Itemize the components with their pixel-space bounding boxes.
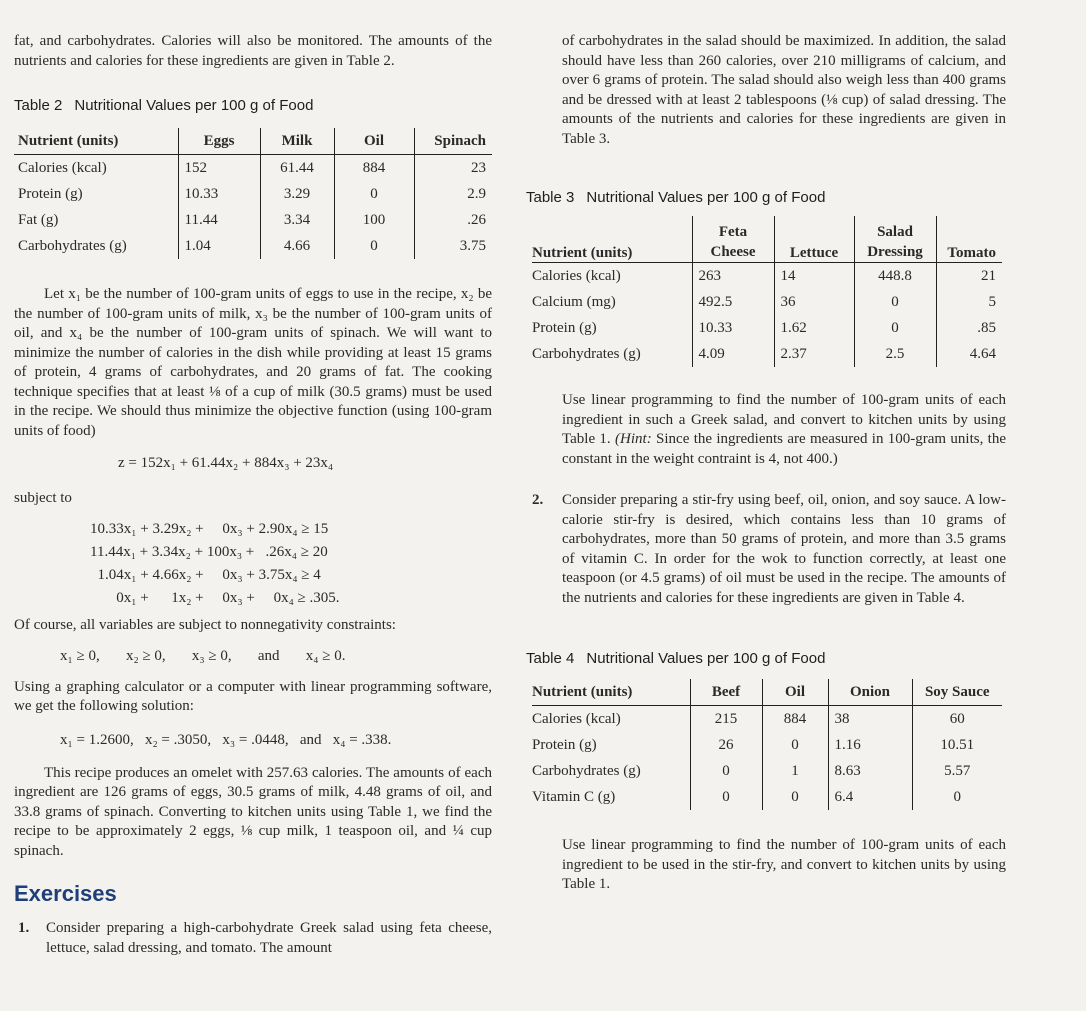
exercise-2-number: 2.: [532, 492, 544, 508]
table4-row: [532, 758, 1002, 784]
table4-cell: 215: [690, 706, 762, 733]
table2-cell: .26: [467, 211, 486, 228]
table4-header-soy: Soy Sauce: [912, 679, 1002, 706]
table4-cell: Carbohydrates (g): [532, 758, 690, 784]
exercise-1-text: Consider preparing a high-carbohydrate Greek salad using feta cheese, lettuce, salad dressing, and tomato. The amount: [46, 920, 492, 956]
hint-label: (Hint:: [615, 431, 652, 447]
table4-cell: 1: [762, 758, 828, 784]
exercise-2: [532, 491, 1006, 608]
left-intro-paragraph: fat, and carbohydrates. Calories will also be monitored. The amounts of the nutrients and calories for these ingredients are given in Table 2.: [14, 33, 492, 69]
table2-cell: 3.75: [459, 237, 486, 254]
left-paragraph-recipe: This recipe produces an omelet with 257.63 calories. The amounts of each ingredient are 126 grams of eggs, 30.5 grams of milk, 4.48 grams of oil, and 33.8 grams of spinach. Converting to kitchen units using Table 1, we find the recipe to be approximately 2 eggs, ⅛ cup milk, 1 teaspoon oil, and ¼ cup spinach.: [14, 764, 492, 859]
table2-caption: [14, 97, 492, 114]
table3-cell: 5: [988, 293, 996, 310]
table3-cell: Calcium (mg): [532, 289, 692, 315]
table2-cell: 2.9: [467, 185, 486, 202]
table4-header-beef: Beef: [690, 679, 762, 706]
table4-body: [532, 706, 1002, 811]
table2-cell: 0: [334, 233, 414, 259]
table4-cell: 0: [690, 784, 762, 810]
table3-cell: 36: [774, 289, 854, 315]
table3-cell: 21: [981, 267, 996, 284]
table3-cell: Calories (kcal): [532, 263, 692, 290]
table2-body: [14, 155, 492, 260]
nonnegativity-constraints: x₁ ≥ 0, x₂ ≥ 0, x₃ ≥ 0, and x₄ ≥ 0.: [60, 647, 346, 664]
table3-cell: 10.33: [692, 315, 774, 341]
table3-header-row: [532, 216, 1002, 263]
table4-cell: 10.51: [940, 736, 975, 753]
table2-header-row: [14, 128, 492, 155]
table3-cell: 448.8: [854, 263, 936, 290]
table2-cell: 3.34: [260, 207, 334, 233]
table3-cell: .85: [977, 319, 996, 336]
subject-to-label: subject to: [14, 490, 72, 506]
table2-cell: 1.04: [178, 233, 260, 259]
left-paragraph-variables: Let x₁ be the number of 100-gram units of eggs to use in the recipe, x₂ be the number of 100-gram units of milk, x₃ be the number of 100-gram units of oil, and x₄ be the number of 100-gram units of spinach. We will want to minimize the number of calories in the dish while providing at least 15 grams of protein, 4 grams of carbohydrates, and 20 grams of fat. The cooking technique specifies that at least ⅛ of a cup of milk (30.5 grams) must be used in the recipe. We should thus minimize the objective function (using 100-gram units of food): [14, 286, 492, 439]
table2-cell: 3.29: [260, 181, 334, 207]
constraint-list: [14, 518, 492, 610]
table3-cell: 0: [854, 315, 936, 341]
table4-cell: 26: [690, 732, 762, 758]
table2-row: [14, 181, 492, 207]
table2-cell: 23: [471, 159, 486, 176]
table2-header-spinach: Spinach: [414, 128, 492, 155]
table3-row: [532, 341, 1002, 367]
table4-header-onion: Onion: [828, 679, 912, 706]
table4-row: [532, 784, 1002, 810]
table4-cell: 6.4: [828, 784, 912, 810]
table3-label: Table 3: [526, 189, 575, 206]
table2-row: [14, 207, 492, 233]
table3-header-dressing: Salad Dressing: [854, 216, 936, 263]
table4-cell: 8.63: [828, 758, 912, 784]
table4-title: Nutritional Values per 100 g of Food: [586, 650, 826, 667]
right-paragraph-exercise2-task: Use linear programming to find the number of 100-gram units of each ingredient to be used in the stir-fry, and convert to kitchen units by using Table 1.: [562, 837, 1006, 892]
table3-cell: Carbohydrates (g): [532, 341, 692, 367]
table4-cell: 0: [762, 732, 828, 758]
table2-title: Nutritional Values per 100 g of Food: [74, 97, 314, 114]
left-column: [14, 0, 492, 958]
table4-caption: [526, 650, 1006, 667]
table3-cell: 4.09: [692, 341, 774, 367]
table2-cell: 11.44: [178, 207, 260, 233]
table2-cell: 61.44: [260, 155, 334, 182]
table4-cell: 1.16: [828, 732, 912, 758]
constraint-3: 1.04x₁ + 4.66x₂ + 0x₃ + 3.75x₄ ≥ 4: [90, 567, 321, 583]
table2-cell: Protein (g): [14, 181, 178, 207]
table4-header-nutrient: Nutrient (units): [532, 679, 690, 706]
table3-caption: [526, 189, 1006, 206]
table2: [14, 128, 492, 259]
table4-row: [532, 732, 1002, 758]
table4-header-row: [532, 679, 1002, 706]
right-intro-paragraph: of carbohydrates in the salad should be maximized. In addition, the salad should have less than 260 calories, over 210 milligrams of calcium, and over 6 grams of protein. The salad should also weigh less than 400 grams and be dressed with at least 2 tablespoons (⅛ cup) of salad dressing. The amounts of the nutrients and calories for these ingredients are given in Table 3.: [562, 33, 1006, 147]
table4-cell: 884: [762, 706, 828, 733]
table3-cell: 14: [774, 263, 854, 290]
table3-cell: 492.5: [692, 289, 774, 315]
nonnegativity-intro: Of course, all variables are subject to nonnegativity constraints:: [14, 617, 396, 633]
table2-cell: Calories (kcal): [14, 155, 178, 182]
objective-function: z = 152x₁ + 61.44x₂ + 884x₃ + 23x₄: [118, 455, 334, 471]
table3-cell: 2.5: [854, 341, 936, 367]
table2-cell: 152: [178, 155, 260, 182]
table3-cell: 4.64: [969, 345, 996, 362]
exercise-2-text: Consider preparing a stir-fry using beef, oil, onion, and soy sauce. A low-calorie stir-fry is desired, which contains less than 10 grams of carbohydrates, more than 50 grams of protein, and more than 3.5 grams of vitamin C. In order for the wok to function correctly, at least one teaspoon (or 4.5 grams) of oil must be used in the recipe. The amounts of the nutrients and calories for these ingredients are given in Table 4.: [562, 492, 1006, 606]
table3: [532, 216, 1002, 367]
table3-row: [532, 315, 1002, 341]
table3-cell: Protein (g): [532, 315, 692, 341]
constraint-1: 10.33x₁ + 3.29x₂ + 0x₃ + 2.90x₄ ≥ 15: [90, 521, 329, 537]
table4-row: [532, 706, 1002, 733]
table2-header-eggs: Eggs: [178, 128, 260, 155]
table2-cell: Fat (g): [14, 207, 178, 233]
hint-text: Since the ingredients are measured in 100-gram units, the constant in the weight contraint is 4, not 400.): [562, 431, 1007, 467]
table2-cell: 884: [334, 155, 414, 182]
exercise-1-task: Use linear programming to find the number of 100-gram units of each ingredient in such a Greek salad, and convert to kitchen units by using Table 1.: [562, 392, 1006, 447]
table3-header-tomato: Tomato: [936, 216, 1002, 263]
table2-cell: Carbohydrates (g): [14, 233, 178, 259]
table2-label: Table 2: [14, 97, 63, 114]
table2-header-milk: Milk: [260, 128, 334, 155]
table2-header-oil: Oil: [334, 128, 414, 155]
table2-row: [14, 155, 492, 182]
exercise-1: [14, 919, 492, 958]
table3-title: Nutritional Values per 100 g of Food: [586, 189, 826, 206]
table3-header-lettuce: Lettuce: [774, 216, 854, 263]
table4-cell: Protein (g): [532, 732, 690, 758]
exercise-1-number: 1.: [18, 920, 30, 936]
table4-cell: Calories (kcal): [532, 706, 690, 733]
left-paragraph-solution-intro: Using a graphing calculator or a computer with linear programming software, we get the following solution:: [14, 678, 492, 714]
table4: [532, 679, 1002, 810]
table4-cell: Vitamin C (g): [532, 784, 690, 810]
table4-label: Table 4: [526, 650, 575, 667]
table3-row: [532, 289, 1002, 315]
table3-cell: 263: [692, 263, 774, 290]
right-column: [526, 0, 1007, 895]
table3-cell: 2.37: [774, 341, 854, 367]
table3-cell: 0: [854, 289, 936, 315]
table3-header-feta: Feta Cheese: [692, 216, 774, 263]
right-paragraph-exercise1-task: [532, 391, 1006, 469]
table2-row: [14, 233, 492, 259]
solution-values: x₁ = 1.2600, x₂ = .3050, x₃ = .0448, and x₄ = .338.: [60, 731, 392, 748]
table4-cell: 60: [949, 710, 965, 727]
table2-header-nutrient: Nutrient (units): [14, 128, 178, 155]
table4-cell: 0: [762, 784, 828, 810]
table2-cell: 100: [334, 207, 414, 233]
table2-cell: 0: [334, 181, 414, 207]
table4-cell: 5.57: [944, 762, 971, 779]
constraint-2: 11.44x₁ + 3.34x₂ + 100x₃ + .26x₄ ≥ 20: [90, 544, 328, 560]
table4-cell: 38: [828, 706, 912, 733]
table2-cell: 10.33: [178, 181, 260, 207]
table3-header-nutrient: Nutrient (units): [532, 216, 692, 263]
exercises-heading: Exercises: [14, 881, 117, 906]
table4-cell: 0: [690, 758, 762, 784]
table3-row: [532, 263, 1002, 290]
table4-header-oil: Oil: [762, 679, 828, 706]
table4-cell: 0: [953, 788, 961, 805]
table3-cell: 1.62: [774, 315, 854, 341]
table2-cell: 4.66: [260, 233, 334, 259]
constraint-4: 0x₁ + 1x₂ + 0x₃ + 0x₄ ≥ .305.: [90, 590, 340, 606]
table3-body: [532, 263, 1002, 368]
